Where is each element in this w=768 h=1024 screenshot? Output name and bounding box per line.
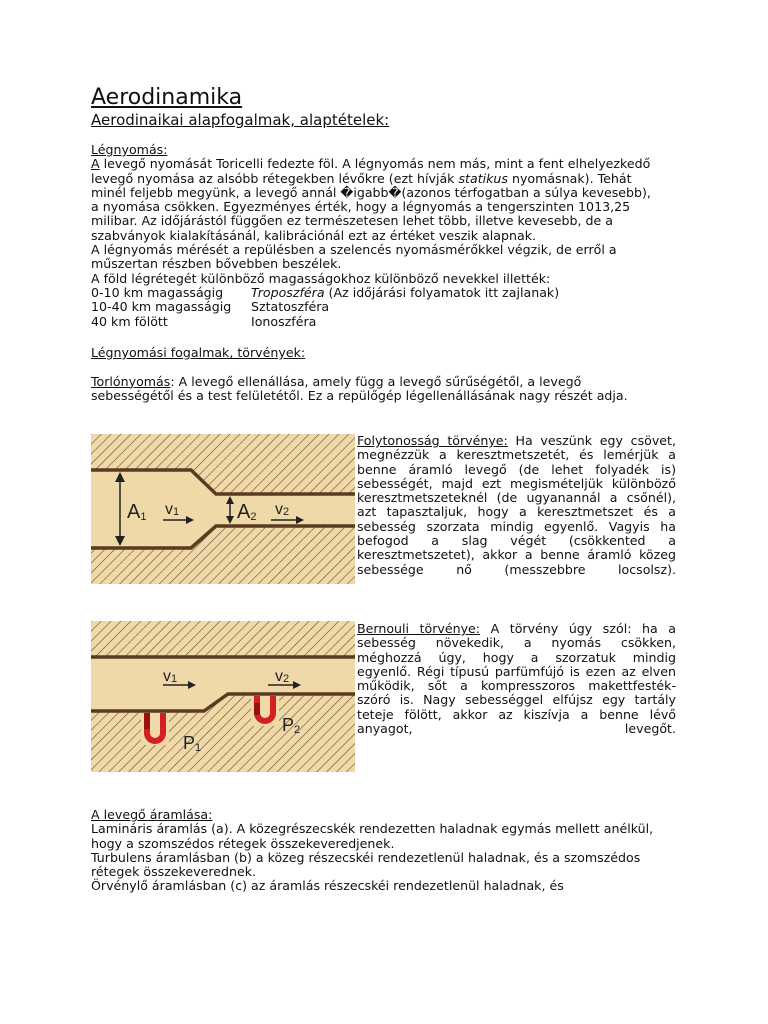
p1-subscript: 1 (195, 742, 202, 754)
aramlas-heading: A levegő áramlása: (91, 807, 213, 822)
bernoulli-line: szóró is. Nagy sebességgel elfújsz egy tartály (357, 692, 676, 708)
svg-text:v2 (275, 501, 289, 518)
bernoulli-line: teteje fölött, akkor az kiszívja a benne lévő (357, 706, 676, 722)
legnyomas-line-9: A föld légrétegét különböző magasságokhoz különböző nevekkel illették: (91, 270, 551, 286)
layer-range: 10-40 km magasságig (91, 299, 232, 315)
legnyomas-line-1: levegő nyomását Toricelli fedezte föl. A légnyomás nem más, mint a fent elhelyezkedő (103, 156, 651, 172)
continuity-first-rest: Ha veszünk egy csövet, (507, 433, 676, 448)
continuity-line: keresztmetszeteknél (de ugyanannál a csőnél), (357, 490, 676, 506)
layer-row (91, 300, 651, 314)
legnyomas-line-2-end: nyomásnak). Tehát (507, 170, 632, 186)
bernoulli-line: működik, sőt a kompresszoros makettfesték- (357, 678, 676, 694)
a1-subscript: 1 (140, 511, 147, 523)
bernoulli-line: anyagot, levegőt. (357, 721, 676, 737)
continuity-line: azt tapasztaljuk, hogy a keresztmetszet és a (357, 504, 676, 520)
legnyomas-line-3: minél feljebb megyünk, a levegő annál �igabb�(azonos térfogatban a súlya kevesebb), (91, 184, 651, 200)
continuity-line: keresztmetszetet), akkor a benne áramló közeg (357, 547, 676, 563)
pipe-wall-bottom (91, 694, 355, 772)
aramlas-line: Örvénylő áramlásban (c) az áramlás részecskéi rendezetlenül haladnak, és (91, 878, 564, 894)
bernoulli-line: méghozzá úgy, hogy a szorzatuk mindig (357, 649, 676, 665)
layer-row (91, 286, 651, 300)
legnyomas-line-8: műszertan részben bővebben beszélek. (91, 256, 342, 272)
pipe-wall-top (91, 434, 355, 494)
aramlas-line: rétegek összekeverednek. (91, 864, 257, 880)
page-subtitle: Aerodinaikai alapfogalmak, alaptételek: (91, 111, 390, 129)
fogalmak-section (91, 346, 651, 403)
p2-subscript: 2 (294, 724, 301, 736)
layer-range: 40 km fölött (91, 313, 168, 329)
continuity-text (357, 434, 676, 577)
v1-subscript: 1 (171, 673, 178, 685)
v1-subscript: 1 (173, 506, 180, 518)
bernoulli-figure (91, 621, 355, 772)
continuity-line: megnézzük a keresztmetszetét, és lemérjük a (357, 447, 676, 463)
layer-range: 0-10 km magasságig (91, 284, 224, 300)
bernoulli-line: sebesség növekedik, a nyomás csökken, (357, 635, 676, 651)
pipe-wall-bottom (91, 526, 355, 584)
v1-label: v (163, 668, 171, 685)
p1-label: P (183, 733, 196, 753)
legnyomas-line-7: A légnyomás mérését a repülésben a szelencés nyomásmérőkkel végzik, de erről a (91, 242, 617, 258)
legnyomas-line-4: a nyomása csökken. Egyezményes érték, hogy a légnyomás a tengerszinten 1013,25 (91, 199, 631, 215)
v2-subscript: 2 (283, 673, 290, 685)
svg-text:A2 (237, 501, 256, 523)
legnyomas-heading: Légnyomás: (91, 142, 168, 157)
continuity-line: sebessége nő (messzebbre locsolsz). (357, 561, 676, 577)
pipe-wall-top (91, 621, 355, 657)
bernoulli-text (357, 622, 676, 736)
svg-text:v1 (165, 501, 179, 518)
continuity-figure (91, 434, 355, 584)
legnyomas-line-5: milibar. Az időjárástól függően ez természetesen lehet több, illetve kevesebb, de a (91, 213, 614, 229)
continuity-line: befogod a slag végét (csökkented a (357, 533, 676, 549)
continuity-term: Folytonosság törvénye: (357, 433, 508, 448)
layer-row (91, 315, 651, 329)
aramlas-line: hogy a szomszédos rétegek összekeveredjenek. (91, 835, 395, 851)
a2-subscript: 2 (250, 511, 257, 523)
aramlas-section (91, 807, 654, 894)
statikus-term: statikus (458, 170, 508, 186)
fogalmak-heading: Légnyomási fogalmak, törvények: (91, 345, 306, 360)
v2-subscript: 2 (283, 506, 290, 518)
aramlas-line: Lamináris áramlás (a). A közegrészecskék rendezetten haladnak egymás mellett anélkül, (91, 821, 654, 837)
aramlas-line: Turbulens áramlásban (b) a közeg részecskéi rendezetlenül haladnak, és a szomszédos (91, 849, 641, 865)
continuity-line: sebesség szorzata mindig egyenlő. Vagyis ha (357, 518, 676, 534)
svg-text:v2 (275, 668, 289, 685)
torlonyomas-term: Torlónyomás (91, 373, 171, 389)
layer-name: Troposzféra (251, 284, 325, 300)
a2-label: A (237, 501, 251, 523)
bernoulli-term: Bernouli törvénye: (357, 621, 481, 636)
bernoulli-first-rest: A törvény úgy szól: ha a (480, 621, 676, 636)
torlonyomas-line-2: sebességétől és a test felületétől. Ez a repülőgép légellenállásának nagy részét adja. (91, 387, 628, 403)
svg-text:v1 (163, 668, 177, 685)
layer-name: Ionoszféra (251, 313, 317, 329)
legnyomas-line-2: levegő nyomása az alsóbb rétegekben lévőkre (ezt hívják (91, 170, 459, 186)
legnyomas-line-6: szabványok kialakításánál, kalibrációnál ezt az értéket veszik alapnak. (91, 227, 537, 243)
continuity-line: benne áramló levegő (de lehet folyadék is) (357, 461, 676, 477)
continuity-line: sebességét, majd ezt megismételjük különböző (357, 475, 676, 491)
v2-label: v (275, 501, 283, 518)
layer-note: (Az időjárási folyamatok itt zajlanak) (324, 284, 560, 300)
v1-label: v (165, 501, 173, 518)
torlonyomas-line-1: : A levegő ellenállása, amely függ a levegő sűrűségétől, a levegő (170, 373, 582, 389)
bernoulli-line: egyenlő. Régi típusú parfümfújó is ezen az elven (357, 663, 676, 679)
a1-label: A (127, 501, 141, 523)
legnyomas-section (91, 143, 651, 329)
svg-text:A1 (127, 501, 146, 523)
legnyomas-first-letter: A (91, 156, 100, 172)
page-title: Aerodinamika (91, 85, 243, 110)
v2-label: v (275, 668, 283, 685)
layer-name: Sztatoszféra (251, 299, 330, 315)
p2-label: P (282, 715, 295, 735)
